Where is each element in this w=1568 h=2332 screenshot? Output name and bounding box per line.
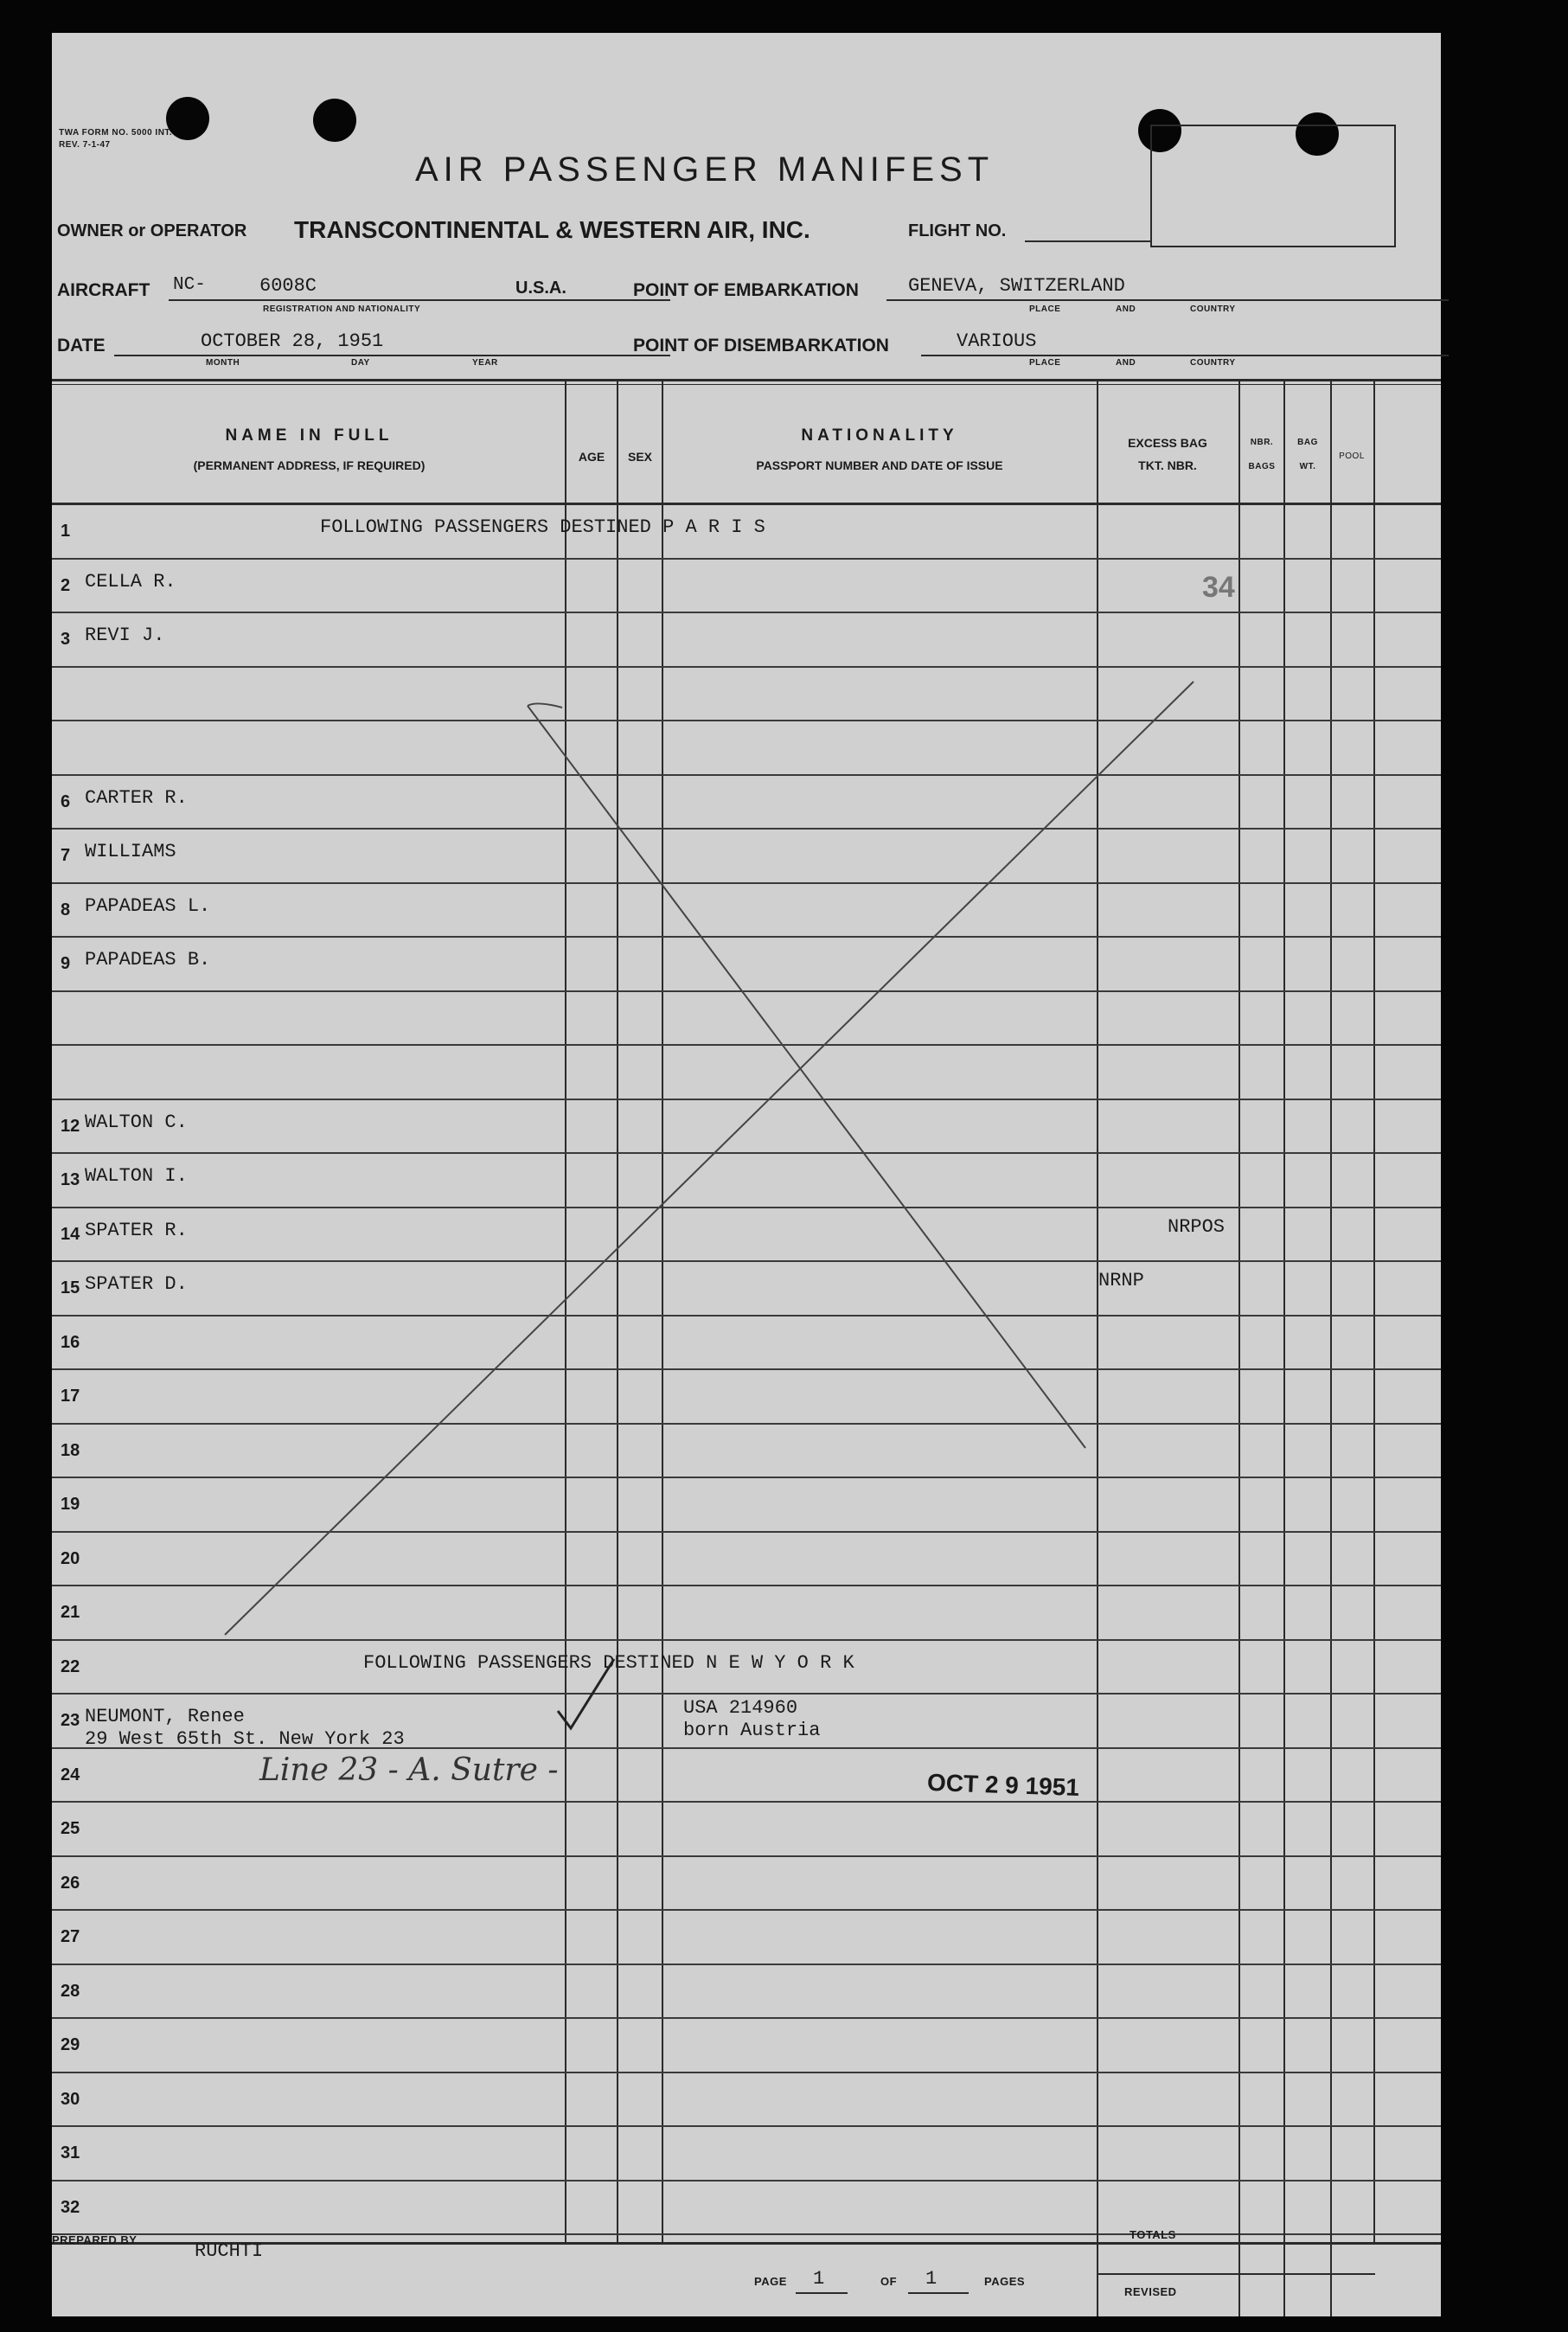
row-number: 26 (61, 1873, 80, 1893)
place-sub-2: PLACE (1029, 358, 1061, 368)
passenger-name: SPATER R. (85, 1219, 188, 1241)
row-number: 9 (61, 954, 71, 974)
row-number: 25 (61, 1819, 80, 1839)
passenger-name: WALTON C. (85, 1111, 188, 1133)
row23-address: 29 West 65th St. New York 23 (85, 1728, 405, 1750)
row-number: 17 (61, 1387, 80, 1406)
passenger-table (52, 379, 1441, 2242)
col-sex: SEX (627, 450, 652, 464)
col-nbr-1: NBR. (1250, 438, 1274, 447)
col-name-sub: (PERMANENT ADDRESS, IF REQUIRED) (193, 458, 426, 472)
of-label: OF (880, 2275, 898, 2288)
embark-value: GENEVA, SWITZERLAND (908, 275, 1125, 297)
page-label: PAGE (754, 2275, 787, 2288)
row-number: 14 (61, 1224, 80, 1244)
revised-label: REVISED (1124, 2285, 1177, 2298)
row-number: 19 (61, 1495, 80, 1515)
row14-excess: NRPOS (1168, 1216, 1226, 1238)
aircraft-value: 6008C (259, 275, 317, 297)
row-number: 31 (61, 2143, 80, 2163)
col-nationality: NATIONALITY (801, 426, 958, 445)
col-bag-2: WT. (1299, 462, 1316, 471)
punch-hole (313, 99, 356, 142)
row-number: 12 (61, 1116, 80, 1136)
passenger-name: CARTER R. (85, 786, 188, 809)
and-sub-2: AND (1116, 358, 1136, 368)
col-nbr-2: BAGS (1248, 462, 1276, 471)
col-excess-2: TKT. NBR. (1138, 458, 1197, 472)
flight-label: FLIGHT NO. (908, 221, 1007, 240)
handwritten-note: Line 23 - A. Sutre - (259, 1752, 559, 1788)
aircraft-label: AIRCRAFT (57, 280, 150, 300)
passenger-name: NEUMONT, Renee (85, 1706, 245, 1728)
passenger-name: WILLIAMS (85, 841, 176, 863)
row2-note: 34 (1202, 571, 1235, 604)
row-number: 2 (61, 575, 71, 595)
col-nationality-sub: PASSPORT NUMBER AND DATE OF ISSUE (756, 458, 1003, 472)
page-title: AIR PASSENGER MANIFEST (415, 151, 995, 189)
row-number: 15 (61, 1278, 80, 1298)
row-number: 6 (61, 791, 71, 811)
and-sub: AND (1116, 304, 1136, 314)
passenger-name: SPATER D. (85, 1273, 188, 1296)
row-number: 13 (61, 1170, 80, 1190)
country-sub: COUNTRY (1190, 304, 1236, 314)
aircraft-prefix: NC- (173, 275, 206, 295)
totals-label: TOTALS (1130, 2228, 1176, 2241)
punch-hole (166, 97, 209, 140)
row-number: 27 (61, 1927, 80, 1947)
col-excess-1: EXCESS BAG (1128, 436, 1207, 450)
passenger-name: PAPADEAS B. (85, 949, 211, 971)
destination-heading: FOLLOWING PASSENGERS DESTINED P A R I S (320, 516, 765, 539)
row-number: 23 (61, 1711, 80, 1731)
passenger-name: CELLA R. (85, 570, 176, 593)
owner-label: OWNER or OPERATOR (57, 221, 247, 240)
date-sub-month: MONTH (206, 358, 240, 368)
manifest-sheet (52, 33, 1441, 2316)
row-number: 28 (61, 1981, 80, 2001)
row-number: 20 (61, 1548, 80, 1568)
form-number: TWA FORM NO. 5000 INT. (59, 128, 173, 138)
prepared-label: PREPARED BY (52, 2233, 138, 2246)
row-number: 29 (61, 2035, 80, 2055)
row-number: 24 (61, 1765, 80, 1784)
passenger-name: REVI J. (85, 625, 165, 647)
prepared-value: RUCHTI (195, 2240, 264, 2262)
col-pool: POOL (1339, 452, 1365, 461)
row-number: 22 (61, 1656, 80, 1676)
flight-number-box (1150, 125, 1396, 247)
row-number: 18 (61, 1440, 80, 1460)
destination-heading: FOLLOWING PASSENGERS DESTINED N E W Y O R K (363, 1651, 854, 1674)
date-stamp: OCT 2 9 1951 (926, 1768, 1080, 1802)
disembark-value: VARIOUS (957, 330, 1037, 352)
of-value: 1 (925, 2268, 938, 2290)
row-number: 32 (61, 2197, 80, 2217)
date-sub-day: DAY (351, 358, 370, 368)
page-value: 1 (813, 2268, 825, 2290)
place-sub: PLACE (1029, 304, 1061, 314)
col-name: NAME IN FULL (225, 426, 394, 445)
col-bag-1: BAG (1297, 438, 1318, 447)
date-value: OCTOBER 28, 1951 (201, 330, 384, 352)
country-sub-2: COUNTRY (1190, 358, 1236, 368)
disembark-label: POINT OF DISEMBARKATION (633, 336, 889, 356)
row15-excess: NRNP (1098, 1270, 1144, 1291)
row23-passport: USA 214960 (683, 1697, 798, 1719)
row-number: 30 (61, 2089, 80, 2109)
row-number: 21 (61, 1603, 80, 1623)
form-revision: REV. 7-1-47 (59, 140, 111, 150)
cross-out-marks (52, 379, 1441, 2242)
row-number: 7 (61, 846, 71, 866)
aircraft-country: U.S.A. (515, 279, 566, 298)
row-number: 1 (61, 522, 71, 541)
row-number: 8 (61, 900, 71, 919)
col-age: AGE (578, 450, 605, 464)
passenger-name: WALTON I. (85, 1165, 188, 1188)
row-number: 3 (61, 630, 71, 650)
pages-label: PAGES (984, 2275, 1026, 2288)
date-label: DATE (57, 336, 106, 356)
embark-label: POINT OF EMBARKATION (633, 280, 859, 300)
row23-born: born Austria (683, 1720, 821, 1741)
passenger-name: PAPADEAS L. (85, 894, 211, 917)
registration-sub: REGISTRATION AND NATIONALITY (263, 304, 421, 314)
date-sub-year: YEAR (472, 358, 498, 368)
row-number: 16 (61, 1332, 80, 1352)
owner-value: TRANSCONTINENTAL & WESTERN AIR, INC. (294, 216, 810, 243)
